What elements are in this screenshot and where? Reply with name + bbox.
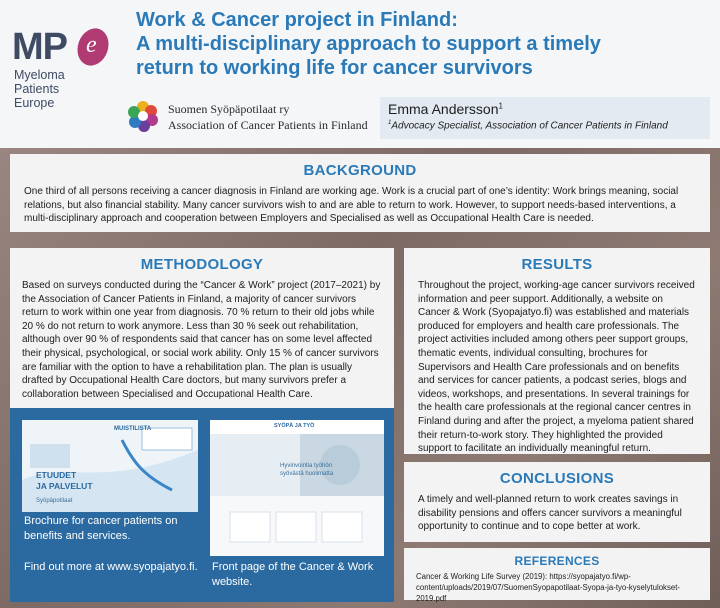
author-affiliation: $^1$Advocacy Specialist, Association of Cancer Patients in Finland bbox=[388, 120, 668, 132]
conclusions-text: A timely and well-planned return to work creates savings in disability pensions and offers cancer survivors a meaningful opportunity to continue and to cope better at work. bbox=[418, 494, 682, 533]
association-name-fi: Suomen Syöpäpotilaat ry bbox=[168, 102, 290, 116]
logo-e-letter: e bbox=[86, 32, 97, 58]
brochure-image bbox=[22, 420, 198, 512]
results-heading: RESULTS bbox=[521, 256, 593, 273]
references-heading: REFERENCES bbox=[514, 554, 600, 568]
results-section bbox=[404, 248, 710, 454]
website-caption: Front page of the Cancer & Work website. bbox=[212, 561, 374, 588]
references-section bbox=[404, 548, 710, 603]
results-text: Throughout the project, working-age cancer survivors received information and peer support. Additionally, a website on Cancer & Work (Syopajatyo.fi) was established and materials produced for employers and health care professionals. The project activities included among others peer support groups, thematic events, individual consulting, brochures for Supervisors and Health Care professionals and on benefits and services for cancer patients, a podcast series, blogs and videos, workshops, and presentations. In several trainings for the health care professionals at the regional cancer centres in Finland during and after the project, a myeloma patient shared their return-to-work story. They highlighted the provided support to facilitate an individually meaningful return. bbox=[418, 280, 695, 455]
conclusions-heading: CONCLUSIONS bbox=[499, 470, 615, 487]
website-image bbox=[210, 420, 384, 556]
association-name-en: Association of Cancer Patients in Finland bbox=[168, 118, 368, 132]
logo-line-2: Patients bbox=[14, 82, 60, 96]
association-flower-icon bbox=[126, 99, 160, 133]
title-line-3: return to working life for cancer survivors bbox=[136, 57, 533, 79]
references-text: Cancer & Working Life Survey (2019): https://syopajatyo.fi/wp-content/uploads/2019/07/SuomenSyopapotilaat-Syopa-ja-tyo-kyselytulokset-2019.pdf bbox=[416, 572, 680, 603]
brochure-top-label: MUISTILISTA bbox=[114, 426, 152, 432]
logo-line-3: Europe bbox=[14, 96, 55, 110]
brochure-caption: Brochure for cancer patients on benefits and services. bbox=[24, 515, 178, 542]
author-box bbox=[380, 97, 710, 139]
author-name: Emma Andersson$^1$ bbox=[388, 101, 503, 117]
title-line-1: Work & Cancer project in Finland: bbox=[136, 9, 458, 31]
association-name bbox=[168, 101, 368, 133]
methodology-heading: METHODOLOGY bbox=[140, 256, 264, 273]
website-brand: SYÖPÄ JA TYÖ bbox=[274, 423, 315, 429]
background-section bbox=[10, 154, 710, 232]
brochure-title-1: ETUUDET bbox=[36, 470, 77, 480]
background-heading: BACKGROUND bbox=[303, 162, 417, 179]
poster-title bbox=[136, 8, 706, 80]
find-out-more-text: Find out more at www.syopajatyo.fi. bbox=[24, 561, 198, 573]
title-line-2: A multi-disciplinary approach to support a timely bbox=[136, 33, 601, 55]
background-text: One third of all persons receiving a cancer diagnosis in Finland are working age. Work is a crucial part of one’s identity: Work brings meaning, social relations, but also financial stability. Many cancer survivors wish to and are able to return to work. However, to support needs-based interventions, a multi-disciplinary approach and cooperation between Employers and Specialised as well as Occupational Health Care is needed. bbox=[24, 186, 679, 225]
brochure-brand: Syöpäpotilaat bbox=[36, 498, 73, 504]
logo-line-1: Myeloma bbox=[14, 68, 65, 82]
methodology-text: Based on surveys conducted during the “Cancer & Work” project (2017–2021) by the Association of Cancer Patients in Finland, a majority of cancer survivors return to work within one year from diagnosis. 70 % return to their old jobs while 20 % do not return to work anymore. Less than 30 % seek out rehabilitation, although over 90 % of respondents said that cancer has on some level affected their physical, psychological, or social work ability. Only 15 % of cancer survivors are familiar with the option to have a rehabilitation plan. The plan is usually drafted by Occupational Health Care doctors, but many survivors prefer a collaboration between Specialised and Occupational Health Care. bbox=[22, 280, 381, 400]
poster-header bbox=[0, 0, 720, 148]
materials-box bbox=[10, 408, 394, 602]
brochure-title-2: JA PALVELUT bbox=[36, 481, 93, 491]
mpe-logo bbox=[12, 26, 112, 110]
website-illustration bbox=[210, 420, 384, 556]
association-logo bbox=[126, 99, 376, 135]
logo-mp-text: MP bbox=[12, 26, 67, 68]
conclusions-section bbox=[404, 462, 710, 542]
website-hero-text: Hyvinvointia työhön syövästä huolimatta bbox=[280, 463, 334, 477]
